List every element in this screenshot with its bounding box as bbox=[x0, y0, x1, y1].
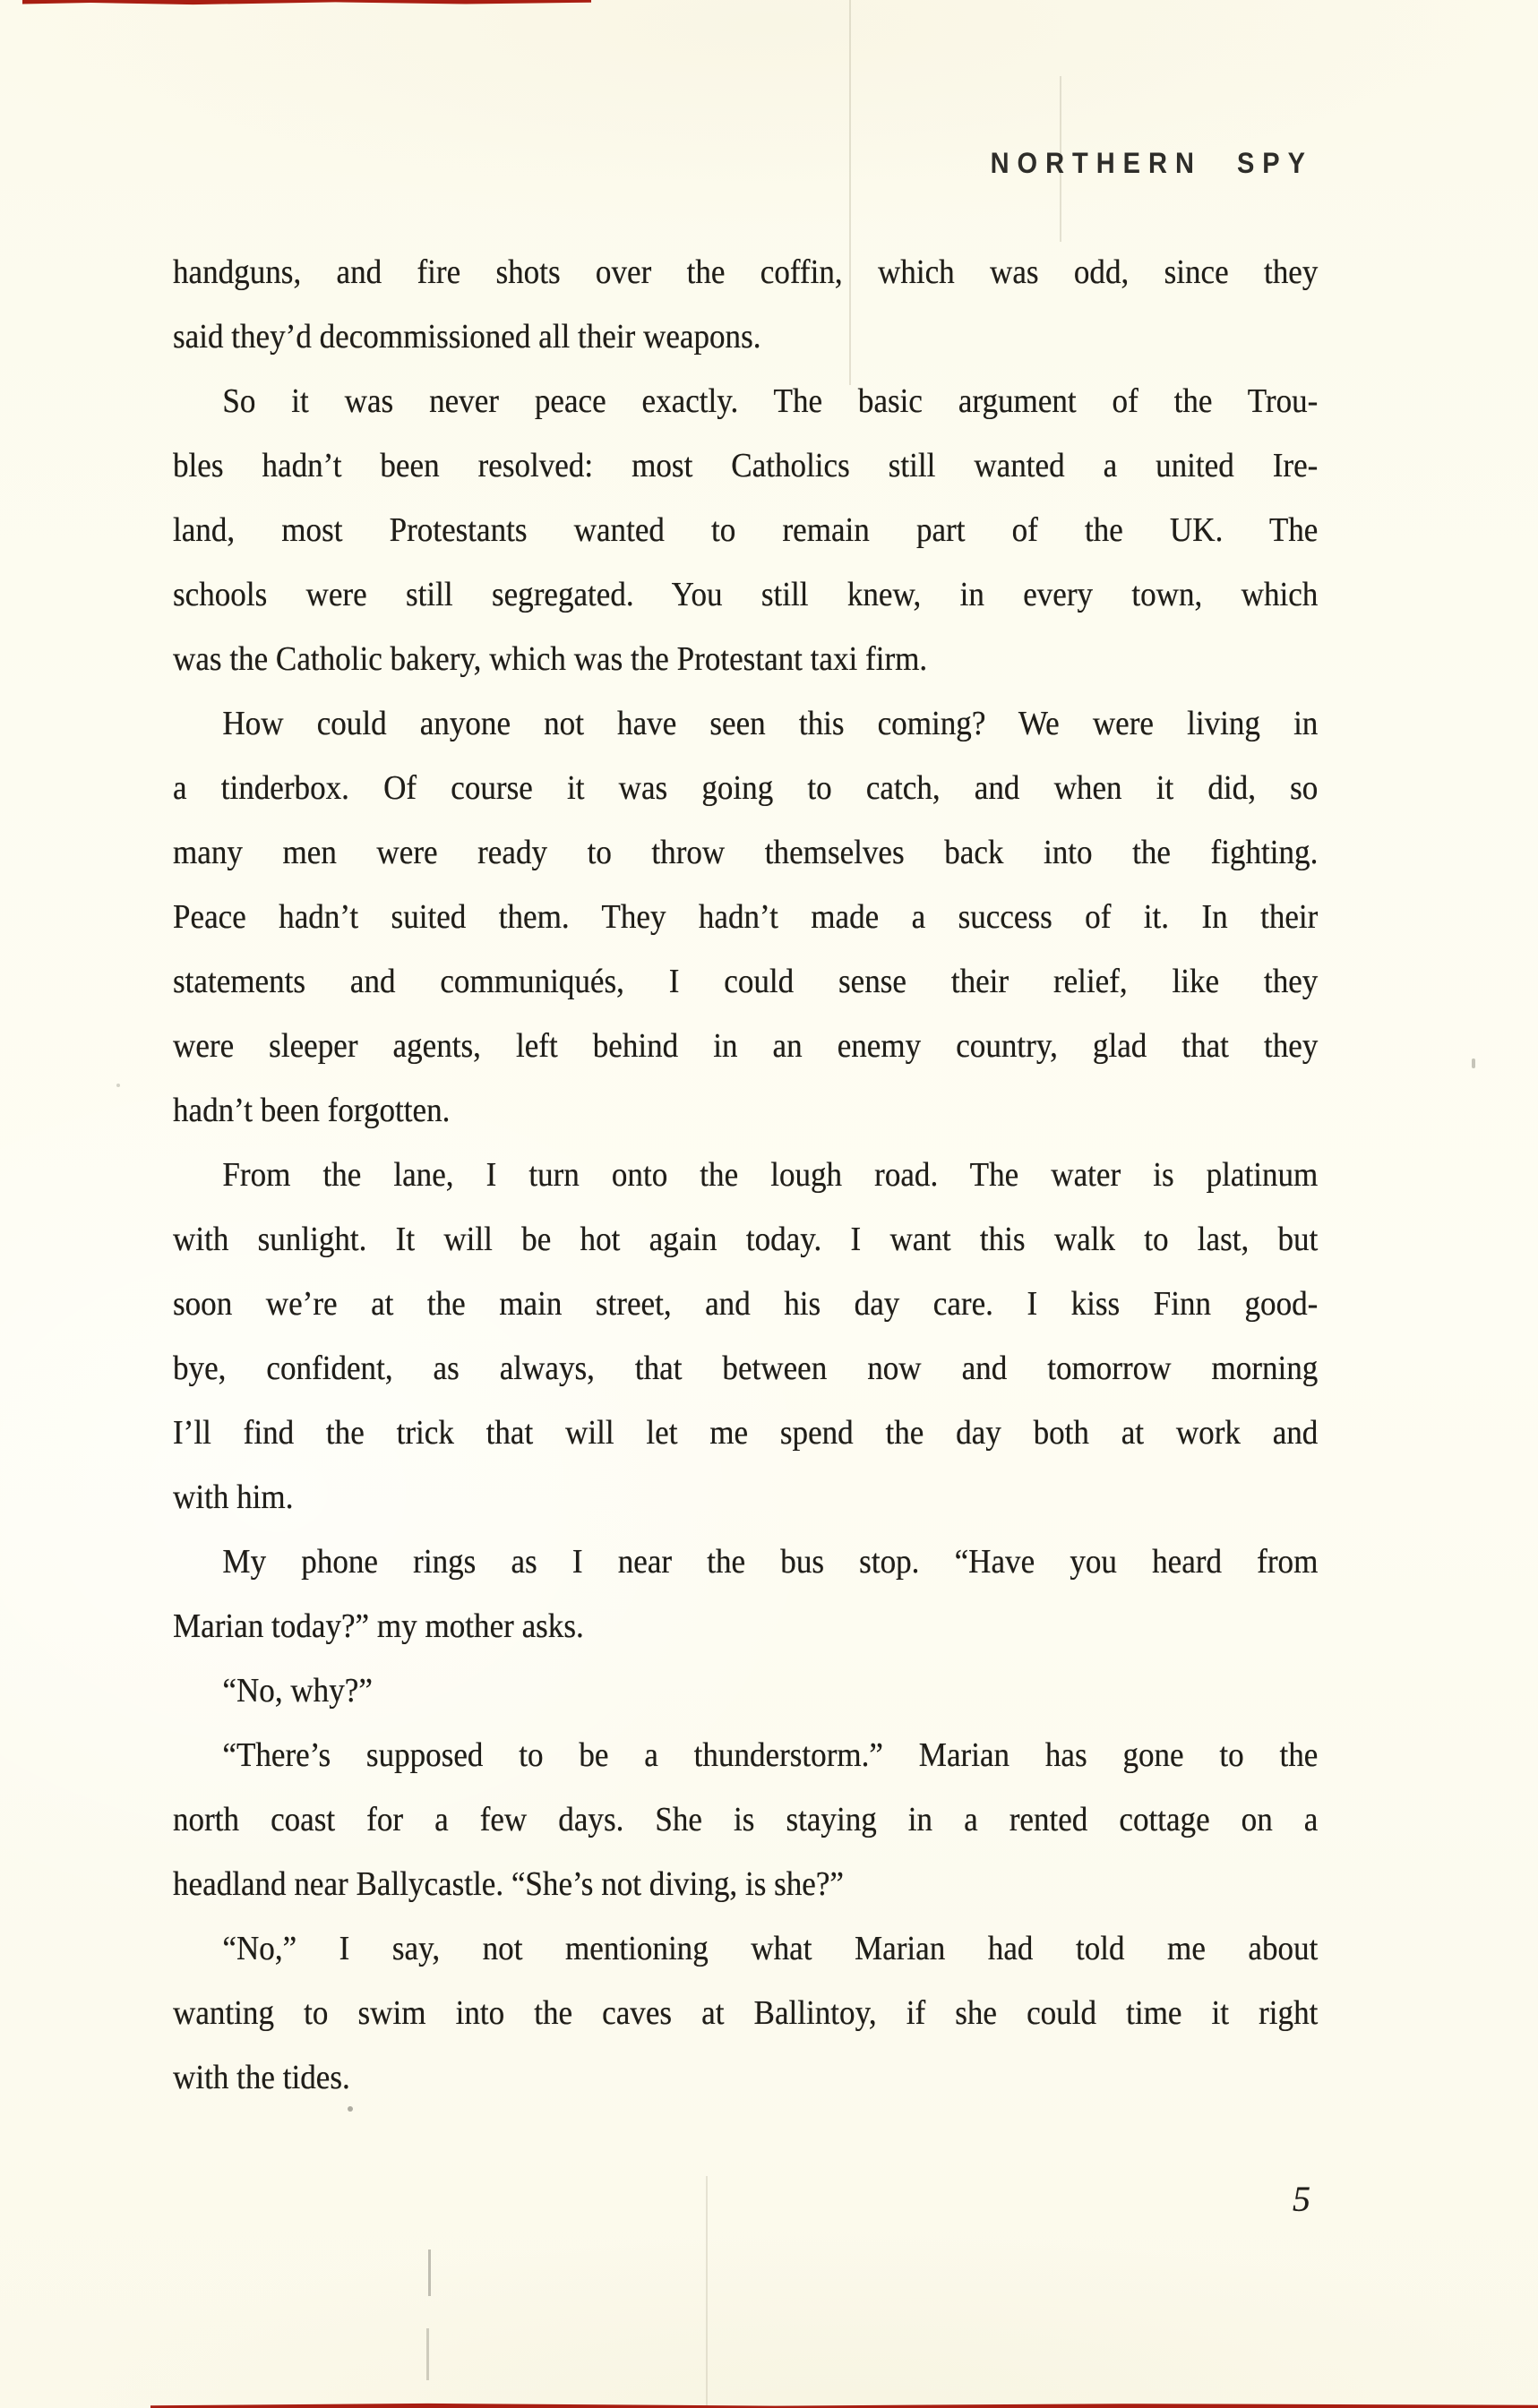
running-header-title: NORTHERN SPY bbox=[990, 148, 1313, 180]
text-line: So it was never peace exactly. The basic argument of the Trou- bbox=[222, 382, 1319, 420]
text-line: Peace hadn’t suited them. They hadn’t made a success of it. In their bbox=[173, 898, 1319, 936]
text-line: were sleeper agents, left behind in an enemy country, glad that they bbox=[173, 1027, 1319, 1065]
page-number: 5 bbox=[1293, 2179, 1310, 2219]
text-line: many men were ready to throw themselves back into the fighting. bbox=[173, 834, 1319, 871]
text-line: I’ll find the trick that will let me spend the day both at work and bbox=[173, 1414, 1319, 1452]
text-line: with him. bbox=[173, 1478, 294, 1516]
text-line: north coast for a few days. She is staying in a rented cottage on a bbox=[173, 1801, 1319, 1838]
text-line: “No, why?” bbox=[222, 1672, 373, 1710]
scan-speck bbox=[1472, 1058, 1475, 1068]
scan-speck bbox=[116, 1084, 120, 1087]
text-line: bye, confident, as always, that between now and tomorrow morning bbox=[173, 1350, 1319, 1387]
text-line: land, most Protestants wanted to remain part of the UK. The bbox=[173, 511, 1319, 549]
text-line: said they’d decommissioned all their weapons. bbox=[173, 318, 761, 356]
text-line: “There’s supposed to be a thunderstorm.” Marian has gone to the bbox=[222, 1736, 1319, 1774]
text-line: statements and communiqués, I could sense their relief, like they bbox=[173, 963, 1319, 1000]
text-line: a tinderbox. Of course it was going to catch, and when it did, so bbox=[173, 769, 1319, 807]
scan-mark bbox=[428, 2249, 431, 2296]
text-line: schools were still segregated. You still knew, in every town, which bbox=[173, 576, 1319, 613]
scan-mark bbox=[426, 2328, 429, 2380]
text-line: My phone rings as I near the bus stop. “Have you heard from bbox=[222, 1543, 1319, 1581]
text-line: handguns, and fire shots over the coffin, which was odd, since they bbox=[173, 253, 1319, 291]
body-text bbox=[173, 240, 1318, 2110]
text-line: How could anyone not have seen this coming? We were living in bbox=[222, 705, 1319, 742]
text-line: soon we’re at the main street, and his day care. I kiss Finn good- bbox=[173, 1285, 1319, 1323]
text-line: wanting to swim into the caves at Ballintoy, if she could time it right bbox=[173, 1994, 1319, 2032]
text-line: with sunlight. It will be hot again today. I want this walk to last, but bbox=[173, 1221, 1319, 1258]
text-line: hadn’t been forgotten. bbox=[173, 1092, 451, 1129]
text-line: From the lane, I turn onto the lough road. The water is platinum bbox=[222, 1156, 1319, 1194]
scan-crease bbox=[706, 2176, 708, 2408]
text-line: bles hadn’t been resolved: most Catholics still wanted a united Ire- bbox=[173, 447, 1319, 484]
text-line: “No,” I say, not mentioning what Marian had told me about bbox=[222, 1930, 1319, 1967]
text-line: was the Catholic bakery, which was the Protestant taxi firm. bbox=[173, 640, 928, 678]
scan-red-edge-top bbox=[22, 0, 591, 5]
text-line: with the tides. bbox=[173, 2059, 350, 2096]
text-line: Marian today?” my mother asks. bbox=[173, 1607, 584, 1645]
text-line: headland near Ballycastle. “She’s not diving, is she?” bbox=[173, 1865, 845, 1903]
scan-red-edge-bottom bbox=[150, 2403, 1538, 2408]
